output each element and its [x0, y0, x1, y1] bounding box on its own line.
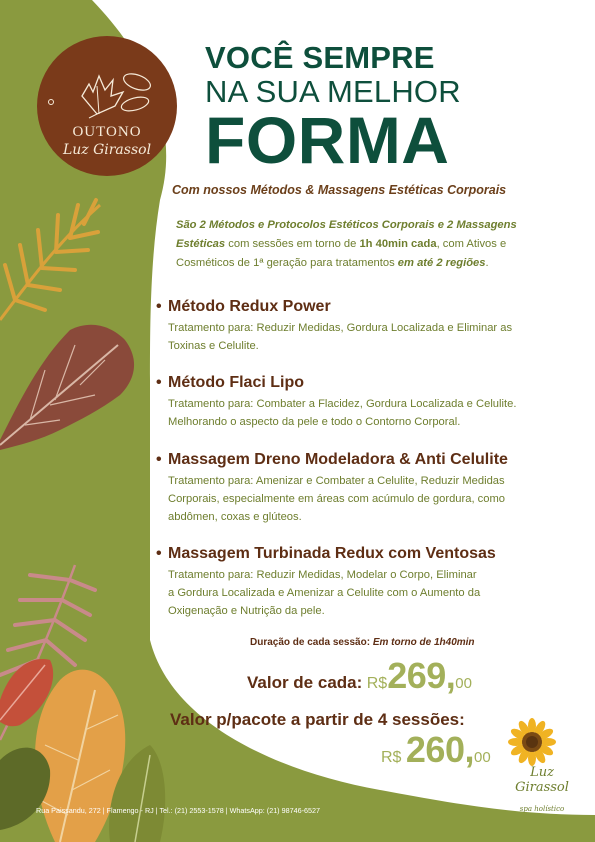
intro-text-3: Cosméticos de 1ª geração para tratamentos: [176, 257, 398, 269]
treatment-description: [168, 472, 581, 526]
price-amount: 269,: [387, 655, 456, 696]
intro-bold-2: Estéticas: [176, 238, 226, 250]
intro-duration: 1h 40min cada: [359, 238, 437, 250]
treatment-item: [156, 373, 581, 431]
intro-regions: em até 2 regiões: [397, 257, 486, 269]
package-price-label: Valor p/pacote a partir de 4 sessões:: [170, 710, 465, 729]
description-line: Oxigenação e Nutrição da pele.: [168, 605, 325, 617]
treatment-description: [168, 319, 581, 355]
treatment-description: [168, 566, 581, 620]
treatment-title-text: Método Redux Power: [168, 298, 331, 315]
logo-tagline: spa holístico: [519, 805, 565, 813]
package-price: [381, 729, 491, 771]
treatment-title: • Massagem Dreno Modeladora & Anti Celulite: [156, 451, 508, 468]
single-price: [247, 655, 472, 697]
description-line: a Gordura Localizada e Amenizar a Celulite com o Aumento da: [168, 587, 481, 599]
treatment-item: [156, 297, 581, 355]
treatment-title: • Massagem Turbinada Redux com Ventosas: [156, 545, 496, 562]
treatment-item: [156, 544, 581, 620]
duration-value: Em torno de 1h40min: [372, 637, 475, 648]
intro-text-1: com sessões em torno de: [225, 238, 360, 250]
description-line: Corporais, especialmente em áreas com acúmulo de gordura, como: [168, 493, 506, 505]
price-cents: 00: [455, 675, 472, 692]
subtitle: Com nossos Métodos & Massagens Estéticas Corporais: [172, 183, 507, 197]
session-duration: [250, 637, 475, 648]
description-line: Tratamento para: Combater a Flacidez, Gordura Localizada e Celulite.: [168, 398, 517, 410]
badge-brand: Luz Girassol: [62, 142, 152, 158]
treatment-title-text: Massagem Turbinada Redux com Ventosas: [168, 545, 496, 562]
intro-period: .: [485, 257, 489, 269]
description-line: Toxinas e Celulite.: [168, 340, 259, 352]
treatment-title-text: Método Flaci Lipo: [168, 374, 304, 391]
footer-contact: Rua Paissandu, 272 | Flamengo - RJ | Tel.: (21) 2553-1578 | WhatsApp: (21) 98746-6527: [36, 806, 320, 815]
description-line: Tratamento para: Reduzir Medidas, Gordura Localizada e Eliminar as: [168, 322, 513, 334]
price-amount: 260,: [405, 729, 474, 770]
description-line: abdômen, coxas e glúteos.: [168, 511, 302, 523]
currency-symbol: R$: [366, 675, 388, 692]
logo-name: Luz: [530, 765, 554, 780]
treatment-title: • Método Redux Power: [156, 298, 331, 315]
description-line: Tratamento para: Amenizar e Combater a Celulite, Reduzir Medidas: [168, 475, 505, 487]
treatment-title: • Método Flaci Lipo: [156, 374, 304, 391]
logo-name: Girassol: [515, 780, 569, 795]
single-price-label: Valor de cada:: [247, 673, 363, 692]
description-line: Tratamento para: Reduzir Medidas, Modelar o Corpo, Eliminar: [168, 569, 477, 581]
intro-paragraph: [176, 216, 576, 273]
headline-line-2: NA SUA MELHOR: [205, 74, 461, 109]
sunflower-logo-icon: [507, 717, 557, 767]
currency-symbol: R$: [381, 749, 402, 766]
intro-bold-1: São 2 Métodos e Protocolos Estéticos Corporais e 2 Massagens: [176, 219, 517, 231]
badge-title: OUTONO: [72, 124, 142, 140]
duration-label: Duração de cada sessão:: [250, 637, 371, 648]
treatment-description: [168, 395, 581, 431]
intro-text-2: , com Ativos e: [436, 238, 507, 250]
treatment-item: [156, 450, 581, 526]
treatment-title-text: Massagem Dreno Modeladora & Anti Celulite: [168, 451, 508, 468]
headline-line-1: VOCÊ SEMPRE: [205, 40, 435, 75]
headline-line-3: FORMA: [205, 103, 450, 177]
description-line: Melhorando o aspecto da pele e todo o Contorno Corporal.: [168, 416, 461, 428]
autumn-badge: [37, 36, 177, 176]
price-cents: 00: [473, 749, 491, 766]
